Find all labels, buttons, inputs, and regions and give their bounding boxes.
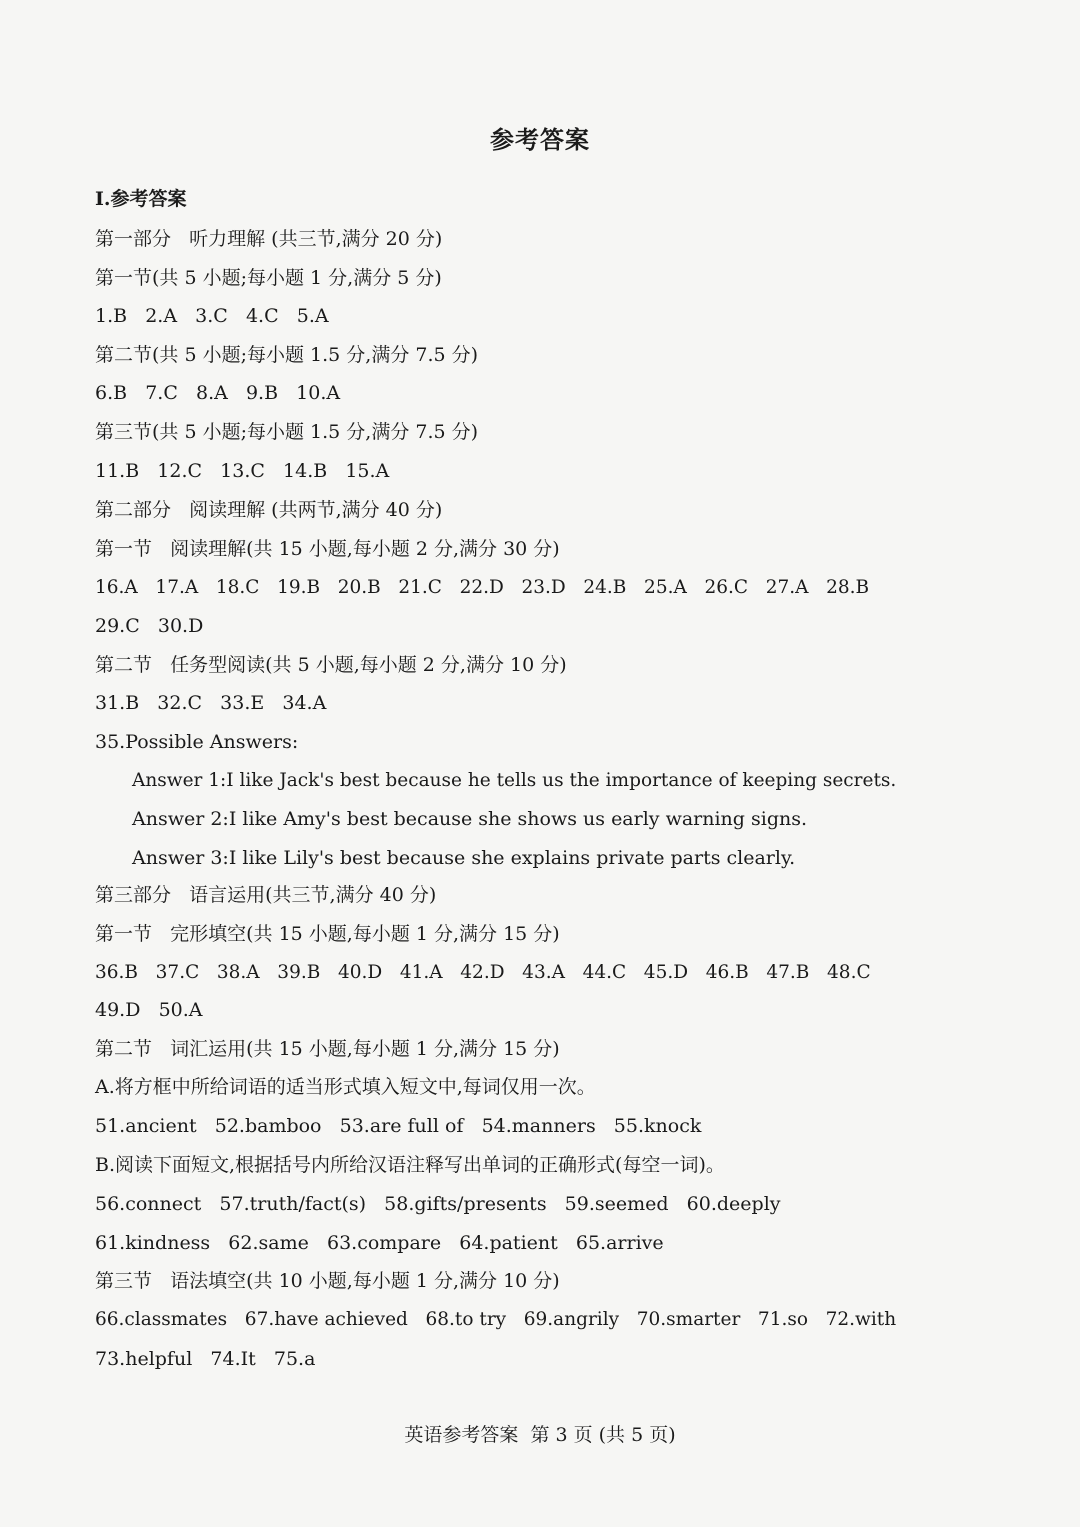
instruction-text: B.阅读下面短文,根据括号内所给汉语注释写出单词的正确形式(每空一词)。	[95, 1154, 725, 1176]
answer-line: 16.A 17.A 18.C 19.B 20.B 21.C 22.D 23.D 24.B 25.A 26.C 27.A 28.B	[95, 577, 870, 598]
page-title: 参考答案	[490, 125, 590, 154]
answer-line: 11.B 12.C 13.C 14.B 15.A	[95, 460, 390, 482]
instruction-text: A.将方框中所给词语的适当形式填入短文中,每词仅用一次。	[95, 1076, 596, 1098]
section-heading: 第一节 完形填空(共 15 小题,每小题 1 分,满分 15 分)	[95, 923, 560, 945]
possible-answer: Answer 1:I like Jack's best because he tells us the importance of keeping secrets.	[132, 770, 897, 791]
answer-line: 73.helpful 74.It 75.a	[95, 1348, 316, 1370]
answer-line: 35.Possible Answers:	[95, 731, 299, 753]
section-heading: 第二节 任务型阅读(共 5 小题,每小题 2 分,满分 10 分)	[95, 654, 567, 676]
section-heading: 第三节 语法填空(共 10 小题,每小题 1 分,满分 10 分)	[95, 1270, 560, 1292]
section-heading: 第一节(共 5 小题;每小题 1 分,满分 5 分)	[95, 267, 442, 289]
part-heading: 第一部分 听力理解 (共三节,满分 20 分)	[95, 228, 443, 250]
section-heading: 第二节(共 5 小题;每小题 1.5 分,满分 7.5 分)	[95, 344, 479, 366]
answer-line: 1.B 2.A 3.C 4.C 5.A	[95, 305, 329, 327]
possible-answer: Answer 2:I like Amy's best because she shows us early warning signs.	[132, 808, 808, 830]
section-heading: Ⅰ.参考答案	[95, 188, 187, 210]
part-heading: 第二部分 阅读理解 (共两节,满分 40 分)	[95, 499, 443, 521]
answer-line: 36.B 37.C 38.A 39.B 40.D 41.A 42.D 43.A 44.C 45.D 46.B 47.B 48.C	[95, 962, 871, 983]
section-heading: 第二节 词汇运用(共 15 小题,每小题 1 分,满分 15 分)	[95, 1038, 560, 1060]
answer-line: 56.connect 57.truth/fact(s) 58.gifts/presents 59.seemed 60.deeply	[95, 1193, 781, 1215]
answer-line: 29.C 30.D	[95, 615, 204, 637]
answer-line: 66.classmates 67.have achieved 68.to try 69.angrily 70.smarter 71.so 72.with	[95, 1309, 897, 1330]
possible-answer: Answer 3:I like Lily's best because she explains private parts clearly.	[132, 847, 796, 869]
answer-line: 51.ancient 52.bamboo 53.are full of 54.manners 55.knock	[95, 1115, 702, 1137]
answer-line: 49.D 50.A	[95, 999, 203, 1021]
page-footer: 英语参考答案 第 3 页 (共 5 页)	[404, 1424, 676, 1446]
part-heading: 第三部分 语言运用(共三节,满分 40 分)	[95, 884, 437, 906]
answer-line: 31.B 32.C 33.E 34.A	[95, 692, 327, 714]
section-heading: 第三节(共 5 小题;每小题 1.5 分,满分 7.5 分)	[95, 421, 479, 443]
answer-line: 61.kindness 62.same 63.compare 64.patient 65.arrive	[95, 1232, 664, 1254]
section-heading: 第一节 阅读理解(共 15 小题,每小题 2 分,满分 30 分)	[95, 538, 560, 560]
answer-line: 6.B 7.C 8.A 9.B 10.A	[95, 382, 341, 404]
